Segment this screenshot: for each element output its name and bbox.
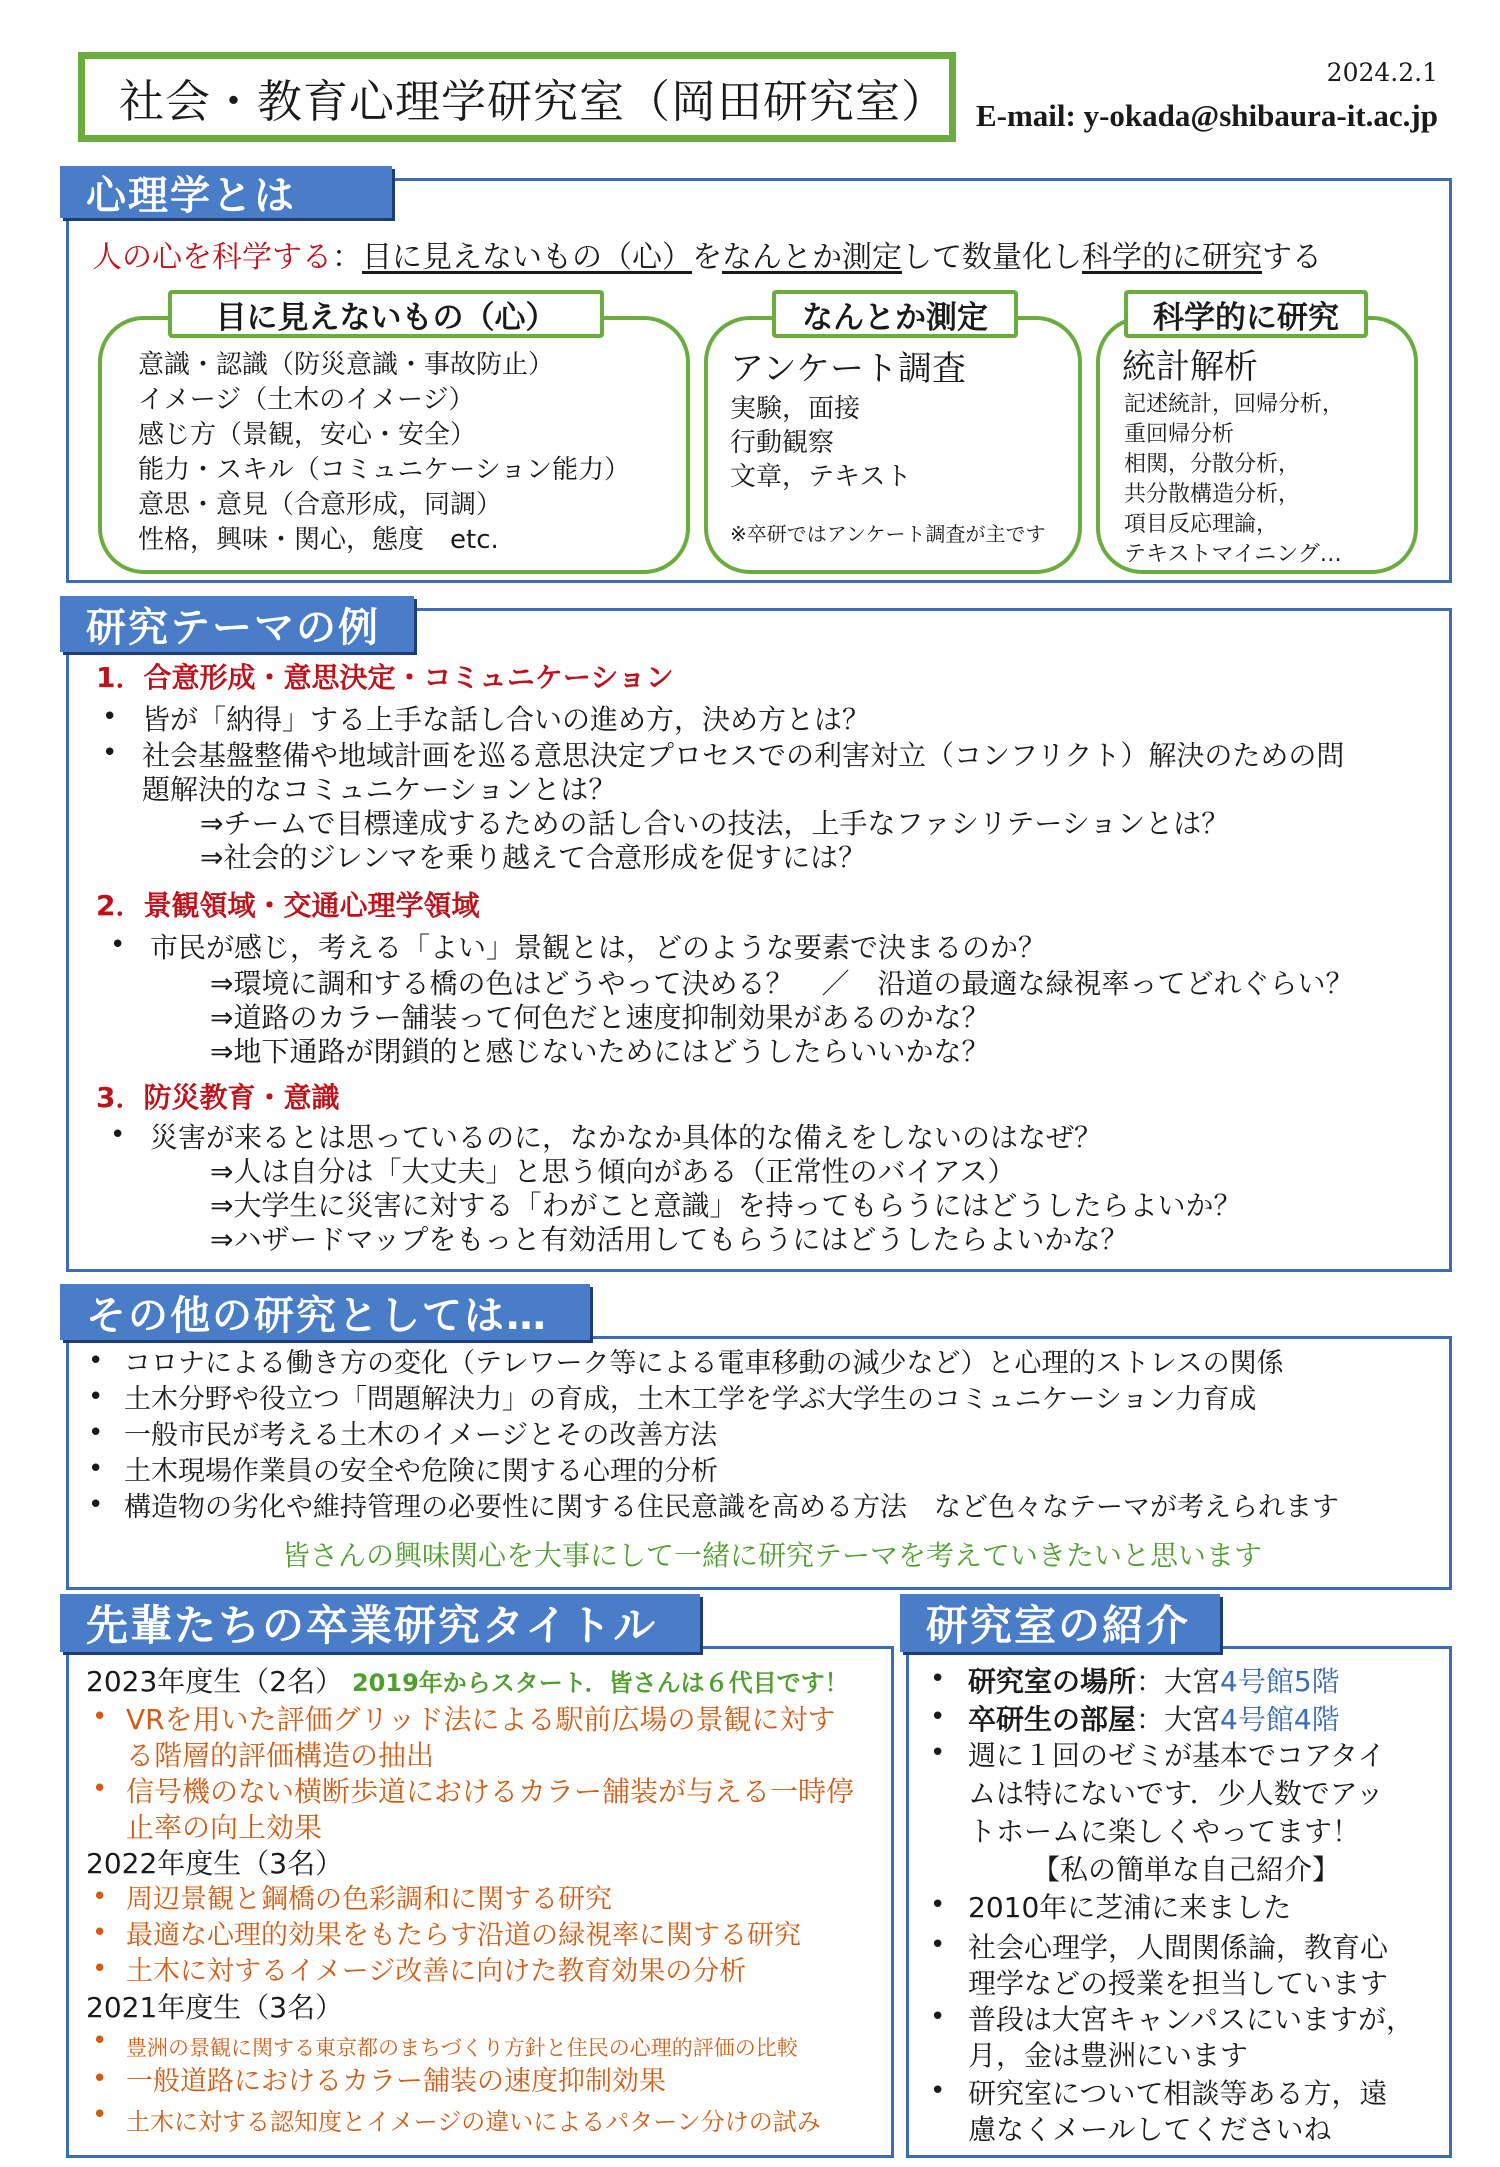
theme-1-item: 題解決的なコミュニケーションとは？ [142,773,617,806]
bullet-dot: • [92,2100,108,2130]
tagline-colon: ： [332,240,362,275]
thesis-item: 最適な心理的効果をもたらす沿道の緑視率に関する研究 [126,1920,801,1951]
other-item: 構造物の劣化や維持管理の必要性に関する住民意識を高める方法 など色々なテーマが考えられます [124,1492,1339,1523]
year-2023-label: 2023年度生（2名） [86,1665,344,1698]
lab-room-label: 卒研生の部屋 [968,1703,1137,1736]
other-item: コロナによる働き方の変化（テレワーク等による電車移動の減少など）と心理的ストレスの関係 [124,1348,1284,1379]
theme-2-item: ⇒地下通路が閉鎖的と感じないためにはどうしたらいいかな？ [210,1035,990,1068]
box2-item: 行動観察 [730,428,835,458]
box2-note: ※卒研ではアンケート調査が主です [730,522,1046,546]
tagline-p5: 科学的に研究 [1082,240,1262,275]
thesis-item: 信号機のない横断歩道におけるカラー舗装が与える一時停 [126,1775,855,1808]
psychology-heading [60,166,392,218]
box1-item: 感じ方（景観，安心・安全） [138,420,477,450]
psychology-heading-text: 心理学とは [86,172,296,219]
thesis-item: VRを用いた評価グリッド法による駅前広場の景観に対す [126,1703,836,1736]
theme-2-item: 市民が感じ，考える「よい」景観とは，どのような要素で決まるのか？ [150,931,1047,964]
tagline-p1: 目に見えないもの（心） [362,240,692,275]
box1-item: 意識・認識（防災意識・事故防止） [138,350,555,380]
themes-heading-text: 研究テーマの例 [86,604,380,651]
year-2023-note: 2019年からスタート．皆さんは６代目です！ [351,1669,849,1697]
lab-heading [900,1594,1220,1652]
bullet-dot: • [92,1882,108,1912]
lab-place-prefix: ：大宮 [1136,1665,1221,1698]
theme-1-item: ⇒社会的ジレンマを乗り越えて合意形成を促すには？ [200,841,867,874]
other-closing: 皆さんの興味関心を大事にして一緒に研究テーマを考えていきたいと思います [282,1539,1263,1572]
theme-1-item: ⇒チームで目標達成するための話し合いの技法，上手なファシリテーションとは？ [200,807,1230,840]
page-title: 社会・教育心理学研究室（岡田研究室） [119,74,948,128]
lab-seminar: 週に１回のゼミが基本でコアタイ [968,1739,1386,1772]
lab-place-value: 4号館5階 [1220,1665,1340,1698]
tagline-p4: して数量化し [902,240,1082,275]
bullet-dot: • [88,1346,104,1376]
box3-item: 共分散構造分析， [1124,482,1301,507]
intro-item: 普段は大宮キャンパスにいますが， [968,2003,1415,2036]
box2-item: 実験，面接 [730,394,861,424]
email-address[interactable]: E-mail: y-okada@shibaura-it.ac.jp [975,98,1438,133]
bullet-dot: • [92,1702,108,1732]
theses-heading [60,1594,700,1652]
tagline-red: 人の心を科学する [92,240,332,275]
intro-title: 【私の簡単な自己紹介】 [1032,1853,1341,1886]
date: 2024.2.1 [1326,58,1438,87]
intro-item: 月，金は豊洲にいます [968,2039,1249,2072]
science-box-title-text: 科学的に研究 [1153,299,1339,336]
intro-item: 研究室について相談等ある方，遠 [968,2077,1388,2110]
box3-item: テキストマイニング… [1124,542,1342,567]
box1-item: 能力・スキル（コミュニケーション能力） [138,455,631,485]
bullet-dot: • [930,1702,946,1732]
thesis-item: る階層的評価構造の抽出 [126,1739,435,1772]
bullet-dot: • [88,1382,104,1412]
theme-3-item: 災害が来るとは思っているのに，なかなか具体的な備えをしないのはなぜ？ [150,1121,1103,1154]
lab-seminar: ムは特にないです．少人数でアッ [968,1777,1384,1810]
year-2022: 2022年度生（3名） [86,1847,344,1880]
box1-item: 意思・意見（合意形成，同調） [138,490,503,520]
theme-2-title: 2．景観領域・交通心理学領域 [96,889,480,922]
thesis-item: 豊洲の景観に関する東京都のまちづくり方針と住民の心理的評価の比較 [126,2036,798,2060]
thesis-item: 一般道路におけるカラー舗装の速度抑制効果 [126,2066,666,2097]
theses-heading-text: 先輩たちの卒業研究タイトル [86,1601,658,1650]
year-2023 [86,1664,849,1701]
science-box-title [1124,290,1368,338]
theme-3-title: 3．防災教育・意識 [96,1081,340,1114]
bullet-dot: • [88,1454,104,1484]
bullet-dot: • [930,1890,946,1920]
bullet-dot: • [930,1930,946,1960]
theme-3-item: ⇒人は自分は「大丈夫」と思う傾向がある（正常性のバイアス） [210,1155,1016,1188]
bullet-dot: • [930,2076,946,2106]
other-item: 一般市民が考える土木のイメージとその改善方法 [124,1420,718,1451]
bullet-dot: • [92,2064,108,2094]
other-item: 土木現場作業員の安全や危険に関する心理的分析 [124,1456,718,1487]
other-research-heading-text: その他の研究としては… [86,1292,548,1339]
year-2021: 2021年度生（3名） [86,1991,344,2024]
invisible-box-title [168,290,604,338]
box3-item: 項目反応理論， [1124,512,1279,537]
theme-1-title: 1．合意形成・意思決定・コミュニケーション [96,661,674,694]
lab-room-prefix: ：大宮 [1136,1703,1221,1736]
lab-place-label: 研究室の場所 [968,1665,1137,1698]
theme-1-item: 社会基盤整備や地域計画を巡る意思決定プロセスでの利害対立（コンフリクト）解決のための問 [142,739,1345,772]
theme-2-item: ⇒環境に調和する橋の色はどうやって決める？ ／ 沿道の最適な緑視率ってどれぐらい？ [210,967,1354,1000]
intro-item: 理学などの授業を担当しています [968,1967,1389,2000]
bullet-dot: • [930,2002,946,2032]
bullet-dot: • [88,1490,104,1520]
tagline-p3: なんとか測定 [722,240,902,275]
theme-3-item: ⇒大学生に災害に対する「わがこと意識」を持ってもらうにはどうしたらよいか？ [210,1189,1242,1222]
intro-item: 社会心理学，人間関係論，教育心 [968,1931,1389,1964]
intro-item: 慮なくメールしてくださいね [968,2113,1332,2146]
thesis-item: 土木に対するイメージ改善に向けた教育効果の分析 [126,1956,747,1987]
themes-heading [60,596,414,652]
tagline-p2: を [692,240,722,275]
lab-seminar: トホームに楽しくやってます！ [968,1815,1361,1848]
box3-item: 記述統計，回帰分析， [1124,392,1345,417]
thesis-item: 土木に対する認知度とイメージの違いによるパターン分けの試み [126,2108,821,2136]
bullet-dot: • [102,702,118,732]
other-item: 土木分野や役立つ「問題解決力」の育成，土木工学を学ぶ大学生のコミュニケーション力育成 [124,1384,1257,1415]
lab-place [968,1664,1340,1700]
box1-item: 性格，興味・関心，態度 etc. [138,525,499,555]
box3-item: 相関，分散分析， [1124,452,1301,477]
lab-heading-text: 研究室の紹介 [926,1601,1191,1650]
box2-main: アンケート調査 [730,349,966,389]
lab-room-value: 4号館4階 [1220,1703,1340,1736]
bullet-dot: • [88,1418,104,1448]
box3-item: 重回帰分析 [1124,422,1235,447]
bullet-dot: • [92,1774,108,1804]
measurement-box-title-text: なんとか測定 [802,299,988,336]
bullet-dot: • [92,2026,108,2056]
theme-2-item: ⇒道路のカラー舗装って何色だと速度抑制効果があるのかな？ [210,1001,990,1034]
psychology-tagline [92,240,1322,276]
bullet-dot: • [92,1918,108,1948]
thesis-item: 周辺景観と鋼橋の色彩調和に関する研究 [126,1884,612,1915]
theme-3-item: ⇒ハザードマップをもっと有効活用してもらうにはどうしたらよいかな？ [210,1223,1129,1256]
bullet-dot: • [110,930,126,960]
intro-item: 2010年に芝浦に来ました [968,1891,1292,1924]
tagline-p6: する [1262,240,1322,275]
box1-item: イメージ（土木のイメージ） [138,385,475,415]
box3-main: 統計解析 [1122,347,1258,387]
lab-title-box [78,52,956,142]
lab-room [968,1702,1340,1738]
bullet-dot: • [110,1120,126,1150]
bullet-dot: • [930,1664,946,1694]
theme-1-item: 皆が「納得」する上手な話し合いの進め方，決め方とは？ [142,703,871,736]
bullet-dot: • [92,1954,108,1984]
measurement-box-title [772,290,1018,338]
bullet-dot: • [102,738,118,768]
invisible-box-title-text: 目に見えないもの（心） [215,299,557,336]
box2-item: 文章，テキスト [730,462,912,492]
bullet-dot: • [930,1738,946,1768]
thesis-item: 止率の向上効果 [126,1811,323,1844]
other-research-heading [60,1284,590,1340]
